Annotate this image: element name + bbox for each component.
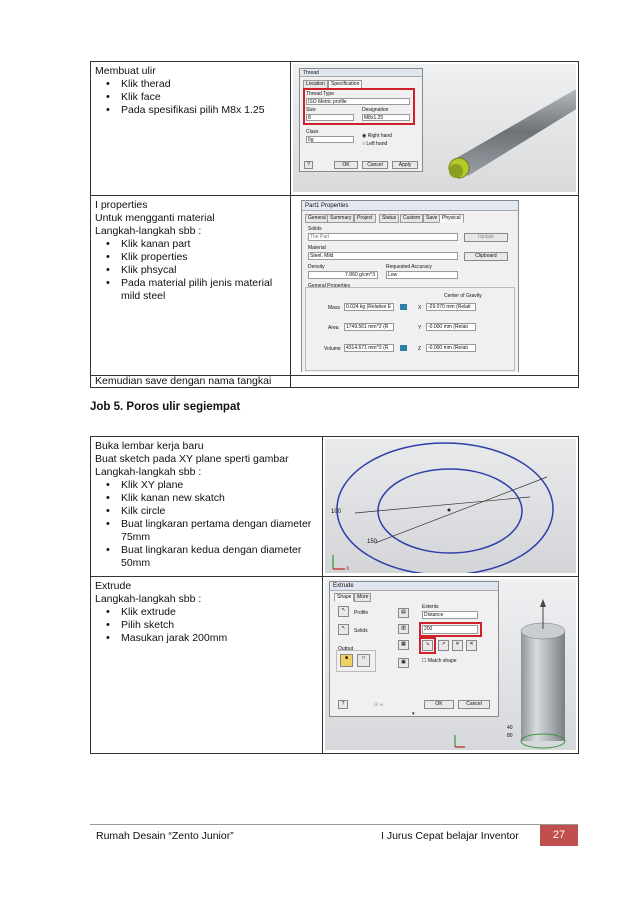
surface-output-icon[interactable]: □ [357, 654, 370, 667]
solids-select[interactable]: The Part [308, 233, 458, 241]
bullet-list [95, 78, 286, 117]
solids-label: Solids [354, 628, 368, 634]
z-field[interactable]: -0.000 mm (Relati [426, 344, 476, 352]
cell-thread-text [91, 62, 291, 196]
thread-dialog [299, 68, 423, 172]
cell-sketch-image [323, 437, 579, 577]
size-label: Size [306, 107, 316, 113]
properties-screenshot [293, 198, 576, 372]
general-properties-label: General Properties [308, 283, 350, 289]
cell-thread-image [291, 62, 579, 196]
list-item: • Pada material pilih jenis material mild steel [121, 277, 286, 303]
cut-icon[interactable]: ▥ [398, 624, 409, 634]
center-of-gravity-label: Center of Gravity [444, 293, 482, 299]
y-field[interactable]: -0.000 mm (Relati [426, 323, 476, 331]
cell-empty [291, 376, 579, 388]
solids-label: Solids [308, 226, 322, 232]
match-shape-label: Match shape [427, 658, 457, 664]
row-text: Kemudian save dengan nama tangkai [95, 375, 272, 387]
dialog-title: Thread [300, 69, 422, 77]
list-item: • Klik kanan new skatch [121, 492, 318, 505]
svg-text:X: X [346, 566, 350, 572]
new-solid-icon[interactable]: ▣ [398, 658, 409, 668]
tab-general[interactable]: General [305, 214, 329, 223]
cell-properties-image [291, 196, 579, 376]
list-item: • Pilih sketch [121, 619, 318, 632]
accuracy-label: Requested Accuracy [386, 264, 432, 270]
update-button[interactable]: Update [464, 233, 508, 242]
bullet-list [95, 606, 318, 645]
direction-1-button[interactable]: ↘ [422, 640, 433, 651]
dialog-title: Extrude [330, 582, 498, 591]
asymmetric-button[interactable]: ✕ [466, 640, 477, 651]
direction-2-button[interactable]: ↗ [438, 640, 449, 651]
thread-type-select[interactable]: ISO Metric profile [306, 98, 410, 105]
volume-label: Volume [324, 346, 341, 352]
list-item: • Klik XY plane [121, 479, 318, 492]
tab-location[interactable]: Location [303, 80, 328, 89]
list-item: • Klik kanan part [121, 238, 286, 251]
cancel-button[interactable]: Cancel [458, 700, 490, 709]
list-item: • Masukan jarak 200mm [121, 632, 318, 645]
tab-physical[interactable]: Physical [439, 214, 464, 223]
cell-properties-text [91, 196, 291, 376]
list-item: • Klik face [121, 91, 286, 104]
left-hand-radio[interactable]: ○ Left hand [362, 141, 388, 147]
material-select[interactable]: Steel, Mild [308, 252, 458, 260]
collapse-chevron-icon[interactable]: ▾ [412, 711, 415, 717]
table-row [91, 196, 579, 376]
dimension-100: 100 [331, 509, 342, 515]
solids-select-icon[interactable]: ↖ [338, 624, 349, 635]
right-hand-label: Right hand [367, 133, 392, 139]
join-icon[interactable]: ▤ [398, 608, 409, 618]
tab-project[interactable]: Project [354, 214, 376, 223]
row-line: Extrude [95, 580, 132, 592]
list-item: • Buat lingkaran pertama dengan diameter 75mm [121, 518, 318, 544]
sketch-screenshot [325, 439, 576, 573]
row-line: Langkah-langkah sbb : [95, 225, 202, 237]
row-line: Langkah-langkah sbb : [95, 593, 202, 605]
symmetric-button[interactable]: ✕ [452, 640, 463, 651]
cell-extrude-text [91, 577, 323, 754]
output-label: Output [338, 646, 354, 652]
list-item: • Buat lingkaran kedua dengan diameter 50mm [121, 544, 318, 570]
concentric-circles-sketch [325, 439, 576, 573]
x-label: X [418, 305, 422, 311]
table-row [91, 376, 579, 388]
mass-label: Mass [328, 305, 340, 311]
distance-input[interactable]: 200 [422, 625, 478, 634]
row-line: Untuk mengganti material [95, 212, 215, 224]
direction-highlight-box [419, 637, 436, 654]
accuracy-select[interactable]: Low [386, 271, 458, 279]
list-item: • Kilk circle [121, 505, 318, 518]
help-button[interactable]: ? [304, 161, 313, 169]
intersect-icon[interactable]: ▦ [398, 640, 409, 650]
y-label: Y [418, 325, 422, 331]
part-properties-dialog [301, 200, 519, 372]
cell-extrude-image [323, 577, 579, 754]
tab-shape[interactable]: Shape [334, 593, 354, 602]
footer-divider [90, 824, 578, 825]
clipboard-button[interactable]: Clipboard [464, 252, 508, 261]
row-title: Membuat ulir [95, 65, 156, 77]
list-item: • Klik therad [121, 78, 286, 91]
z-label: Z [418, 346, 422, 352]
volume-icon [400, 345, 407, 351]
extrude-dialog [329, 581, 499, 717]
size-select[interactable]: 8 [306, 114, 354, 121]
help-button[interactable]: ? [338, 700, 348, 709]
footer-left-text: Rumah Desain “Zento Junior” [96, 830, 234, 842]
spec-highlight-box [303, 88, 415, 125]
mass-field[interactable]: 0.024 kg (Relative E [344, 303, 394, 311]
dimension-80: 80 [507, 733, 513, 739]
apply-button[interactable]: Apply [392, 161, 418, 169]
volume-field[interactable]: 4314.671 mm^3 (R [344, 344, 394, 352]
footer-right-text: I Jurus Cepat belajar Inventor [381, 830, 519, 842]
ok-button[interactable]: OK [334, 161, 358, 169]
tab-specification[interactable]: Specification [328, 80, 362, 89]
material-label: Material [308, 245, 326, 251]
list-item: • Klik phsycal [121, 264, 286, 277]
row-line: I properties [95, 199, 148, 211]
class-label: Class [306, 129, 319, 135]
solid-output-icon[interactable]: ■ [340, 654, 353, 667]
mass-icon [400, 304, 407, 310]
profile-label: Profile [354, 610, 369, 616]
row-line: Buat sketch pada XY plane sperti gambar [95, 453, 289, 465]
table-row [91, 437, 579, 577]
area-label: Area [328, 325, 339, 331]
row-line: Buka lembar kerja baru [95, 440, 204, 452]
ok-button[interactable]: OK [424, 700, 454, 709]
page-number: 27 [540, 825, 578, 846]
preview-checkbox[interactable]: ☑ ∞ [374, 702, 384, 708]
bullet-list [95, 479, 318, 570]
tab-summary[interactable]: Summary [327, 214, 354, 223]
designation-select[interactable]: M8x1.25 [362, 114, 410, 121]
table-thread-properties [90, 61, 579, 388]
table-row [91, 577, 579, 754]
cell-sketch-text [91, 437, 323, 577]
tab-status[interactable]: Status [379, 214, 399, 223]
left-hand-label: Left hand [366, 141, 388, 147]
tab-more[interactable]: More [354, 593, 371, 602]
list-item: • Klik properties [121, 251, 286, 264]
density-field[interactable]: 7.860 g/cm^3 [308, 271, 378, 279]
class-select[interactable]: 6g [306, 136, 354, 143]
density-label: Density [308, 264, 325, 270]
extents-select[interactable]: Distance [422, 611, 478, 619]
tab-save[interactable]: Save [423, 214, 440, 223]
x-field[interactable]: -29.070 mm (Relati [426, 303, 476, 311]
cancel-button[interactable]: Cancel [362, 161, 388, 169]
profile-select-icon[interactable]: ↖ [338, 606, 349, 617]
list-item: • Pada spesifikasi pilih M8x 1.25 [121, 104, 286, 117]
tab-custom[interactable]: Custom [400, 214, 423, 223]
designation-label: Designation [362, 107, 389, 113]
table-poros-ulir [90, 436, 579, 754]
dialog-title: Part1 Properties [302, 201, 518, 211]
distance-highlight-box [419, 622, 482, 637]
thread-screenshot [293, 64, 576, 192]
list-item: • Klik extrude [121, 606, 318, 619]
dimension-40: 40 [507, 725, 513, 731]
extrude-screenshot [325, 579, 576, 750]
area-field[interactable]: 1749.561 mm^2 (R [344, 323, 394, 331]
cell-save-text [91, 376, 291, 388]
table-row [91, 62, 579, 196]
extents-label: Extents [422, 604, 439, 610]
row-line: Langkah-langkah sbb : [95, 466, 202, 478]
bullet-list [95, 238, 286, 303]
job-title: Job 5. Poros ulir segiempat [90, 401, 241, 413]
dimension-150: 150 [367, 539, 378, 545]
thread-type-label: Thread Type [306, 91, 334, 97]
right-hand-radio[interactable]: ◉ Right hand [362, 133, 392, 139]
match-shape-checkbox[interactable]: ☐ Match shape [422, 658, 457, 664]
